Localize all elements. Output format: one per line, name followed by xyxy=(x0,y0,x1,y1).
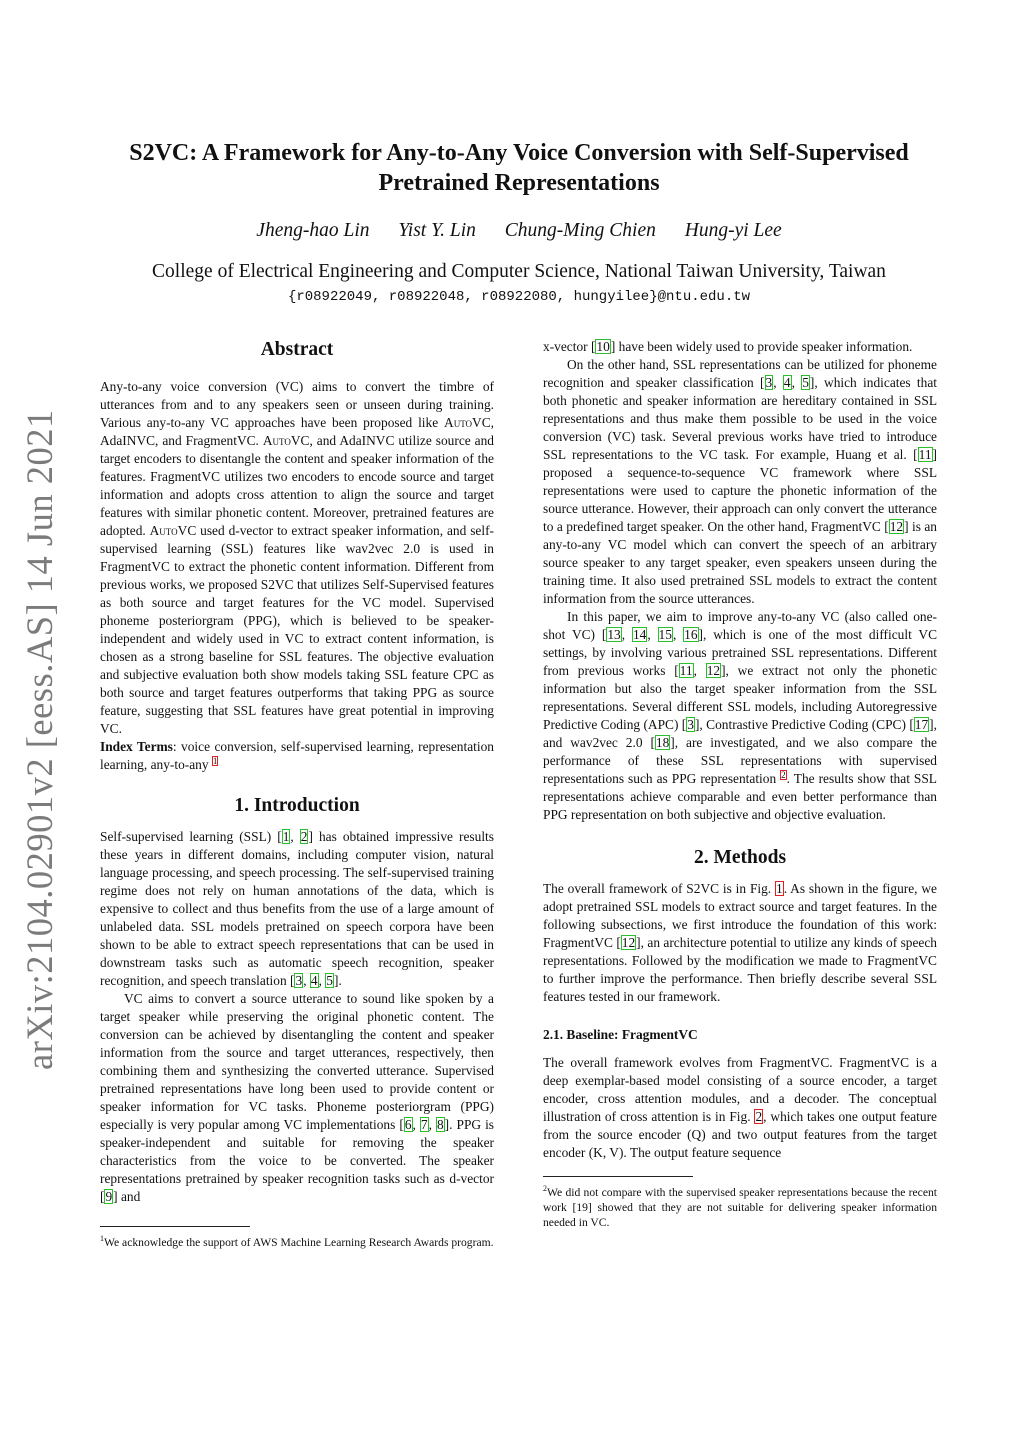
intro-paragraph-4: In this paper, we aim to improve any-to-any VC (also called one-shot VC) [13, 14, 15, 16], which is one of the most difficult VC settings, by involving various pretrained SSL representations. Different from previous works [11, 12], we extract not only the phonetic information but also the target speaker information from the SSL representations. Several different SSL models, including Autoregressive Predictive Coding (APC) [3], Contrastive Predictive Coding (CPC) [17], and wav2vec 2.0 [18], are investigated, and we also compare the performance of these SSL representations with supervised representations such as PPG representation $^2$. The results show that SSL representations achieve comparable and even better performance than PPG representation on both subjective and objective evaluation. xyxy=(543,609,938,822)
author: Yist Y. Lin xyxy=(398,220,476,241)
citation-link[interactable]: 4 xyxy=(310,973,318,988)
citation-link[interactable]: 17 xyxy=(914,717,929,732)
index-terms: Index Terms: voice conversion, self-supervised learning, representation learning, any-to-any $^1$ xyxy=(100,739,494,772)
citation-link[interactable]: 3 xyxy=(295,973,303,988)
footnote-2 xyxy=(543,1181,937,1230)
citation-link[interactable]: 10 xyxy=(596,339,610,354)
citation-link[interactable]: 1 xyxy=(282,829,290,844)
footnote-number: 1 xyxy=(100,1234,104,1243)
footnote-marker[interactable]: 2 xyxy=(781,769,786,780)
citation-link[interactable]: 11 xyxy=(679,663,693,678)
footnote-1-text: We acknowledge the support of AWS Machine Learning Research Awards program. xyxy=(104,1235,494,1249)
subsection-heading: 2.1. Baseline: FragmentVC xyxy=(543,1027,698,1042)
arxiv-identifier: arXiv:2104.02901v2 [eess.AS] 14 Jun 2021 xyxy=(19,409,60,1070)
footnote-2-text: We did not compare with the supervised speaker representations because the recent work [19] showed that they are not suitable for delivering speaker information needed in VC. xyxy=(543,1185,937,1229)
intro-paragraph-2-cont: x-vector [10] have been widely used to provide speaker information. xyxy=(543,339,913,354)
footnote-number: 2 xyxy=(543,1184,547,1193)
figure-link[interactable]: 1 xyxy=(776,881,783,896)
author: Jheng-hao Lin xyxy=(256,220,370,241)
paper-title xyxy=(98,138,940,198)
methods-paragraph-1: The overall framework of S2VC is in Fig. 1. As shown in the figure, we adopt pretrained SSL models to extract source and target features. In the following subsections, we first introduce the foundation of this work: FragmentVC [12], an architecture potential to utilize any kinds of speech representations. Followed by the modification we made to FragmentVC to further improve the performance. Then briefly describe several SSL features tested in our framework. xyxy=(543,881,937,1004)
citation-link[interactable]: 6 xyxy=(404,1117,412,1132)
footnote-1 xyxy=(100,1231,494,1250)
abstract-body: Any-to-any voice conversion (VC) aims to convert the timbre of utterances from and to any speakers seen or unseen during training. Various any-to-any VC approaches have been proposed like AutoVC, AdaINVC, and FragmentVC. AutoVC, and AdaINVC utilize source and target encoders to disentangle the content and speaker information of the features. FragmentVC utilizes two encoders to encode source and target information and adopts cross attention to align the source and target features with similar phonetic content. Moreover, pretrained features are adopted. AutoVC used d-vector to extract speaker information, and self-supervised learning (SSL) features like wav2vec 2.0 is used in FragmentVC to extract the phonetic content information. Different from previous works, we proposed S2VC that utilizes Self-Supervised features as both source and target features for the VC model. Supervised phoneme posteriorgram (PPG), which is believed to be speaker-independent and widely used in VC to extract content information, is chosen as a strong baseline for SSL features. The objective evaluation and subjective evaluation both show models taking SSL feature CPC as both source and target features outperforms that taking PPG as source feature, suggesting that SSL features have great potential in improving VC. xyxy=(100,379,494,736)
citation-link[interactable]: 14 xyxy=(632,627,647,642)
methods-heading: 2. Methods xyxy=(693,847,787,868)
intro-paragraph-3: On the other hand, SSL representations can be utilized for phoneme recognition and speaker classification [3, 4, 5], which indicates that both phonetic and speaker information are hereditary contained in SSL representations and thus make them possible to be used in the voice conversion (VC) task. Several previous works have tried to introduce SSL representations to the VC task. For example, Huang et al. [11] proposed a sequence-to-sequence VC framework where SSL representations were used to capture the phonetic information of the source utterance. However, their approach can only convert the utterance to a predefined target speaker. On the other hand, FragmentVC [12] is an any-to-any VC model which can convert the speech of an arbitrary source speaker to any target speaker, even speakers unseen during the training time. It also used pretrained SSL models to extract the content information from the source utterances. xyxy=(543,357,938,606)
citation-link[interactable]: 12 xyxy=(621,935,636,950)
left-column xyxy=(100,338,494,1250)
citation-link[interactable]: 18 xyxy=(655,735,670,750)
abstract-heading: Abstract xyxy=(260,339,334,360)
author-emails: {r08922049, r08922048, r08922080, hungyilee}@ntu.edu.tw xyxy=(287,289,751,305)
citation-link[interactable]: 3 xyxy=(765,375,773,390)
citation-link[interactable]: 12 xyxy=(706,663,721,678)
citation-link[interactable]: 13 xyxy=(607,627,621,642)
index-terms-label: Index Terms xyxy=(100,739,173,754)
citation-link[interactable]: 3 xyxy=(687,717,694,732)
citation-link[interactable]: 16 xyxy=(684,627,698,642)
citation-link[interactable]: 8 xyxy=(436,1117,444,1132)
citation-link[interactable]: 9 xyxy=(105,1189,113,1204)
intro-paragraph-1: Self-supervised learning (SSL) [1, 2] has obtained impressive results these years in different domains, including computer vision, natural language processing, and speech processing. The self-supervised training regime does not rely on human annotations of the data, which is expensive to collect and thus benefits from the use of a large amount of unlabeled data. SSL models pretrained on speech corpora have been shown to be able to extract speech representations that can be used in downstream tasks such as automatic speech recognition, speaker recognition, and speech translation [3, 4, 5]. xyxy=(100,829,494,988)
title-line-1: S2VC: A Framework for Any-to-Any Voice Conversion with Self-Supervised xyxy=(129,140,909,166)
introduction-heading: 1. Introduction xyxy=(234,795,360,816)
right-column xyxy=(543,338,937,1230)
citation-link[interactable]: 11 xyxy=(918,447,932,462)
author-list xyxy=(98,218,940,244)
baseline-paragraph: The overall framework evolves from FragmentVC. FragmentVC is a deep exemplar-based model consisting of a source encoder, a target encoder, cross attention modules, and a decoder. The conceptual illustration of cross attention is in Fig. 2, which takes one output feature from the source encoder (Q) and two output features from the target encoder (K, V). The output feature sequence xyxy=(543,1055,937,1160)
footnote-marker[interactable]: 1 xyxy=(212,755,218,766)
citation-link[interactable]: 2 xyxy=(300,829,308,844)
author: Chung-Ming Chien xyxy=(504,220,656,241)
intro-paragraph-2: VC aims to convert a source utterance to sound like spoken by a target speaker while preserving the original phonetic content. The conversion can be achieved by disentangling the content and speaker information from the source and target utterances, respectively, then combining them and synthesizing the converted utterance. Supervised pretrained representations have long been used to provide content or speaker information for VC tasks. Phoneme posteriorgram (PPG) especially is very popular among VC implementations [6, 7, 8]. PPG is speaker-independent and suitable for removing the speaker characteristics from the voice to be converted. The speaker representations pretrained by speaker recognition tasks such as d-vector [9] and xyxy=(100,991,495,1204)
figure-link[interactable]: 2 xyxy=(755,1109,763,1124)
citation-link[interactable]: 5 xyxy=(802,375,809,390)
citation-link[interactable]: 4 xyxy=(783,375,791,390)
title-line-2: Pretrained Representations xyxy=(378,170,660,196)
citation-link[interactable]: 5 xyxy=(326,973,333,988)
citation-link[interactable]: 15 xyxy=(658,627,672,642)
citation-link[interactable]: 12 xyxy=(889,519,904,534)
author: Hung-yi Lee xyxy=(684,220,782,241)
citation-link[interactable]: 7 xyxy=(420,1117,428,1132)
affiliation: College of Electrical Engineering and Computer Science, National Taiwan University, Taiwan xyxy=(152,261,886,282)
